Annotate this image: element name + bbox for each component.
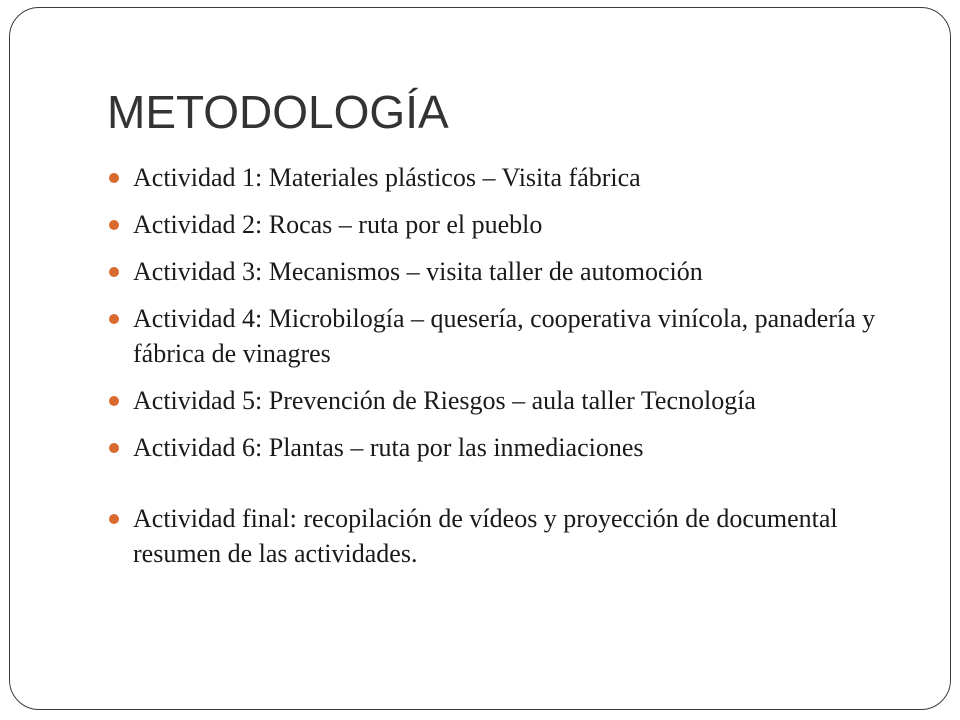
bullet-text: Actividad 4: Microbilogía – quesería, cooperativa vinícola, panadería y fábrica de vinagres <box>133 304 876 368</box>
bullet-item <box>107 501 907 571</box>
bullet-dot-icon <box>109 443 119 453</box>
bullet-dot-icon <box>109 173 119 183</box>
bullet-list <box>107 160 907 583</box>
bullet-text: Actividad final: recopilación de vídeos y proyección de documental resumen de las actividades. <box>133 504 838 568</box>
bullet-text: Actividad 6: Plantas – ruta por las inmediaciones <box>133 433 644 462</box>
bullet-text: Actividad 3: Mecanismos – visita taller de automoción <box>133 257 703 286</box>
bullet-text: Actividad 1: Materiales plásticos – Visita fábrica <box>133 163 641 192</box>
bullet-text: Actividad 5: Prevención de Riesgos – aula taller Tecnología <box>133 386 756 415</box>
bullet-dot-icon <box>109 514 119 524</box>
bullet-dot-icon <box>109 396 119 406</box>
bullet-item <box>107 383 907 418</box>
bullet-item <box>107 301 907 371</box>
bullet-item <box>107 254 907 289</box>
bullet-item <box>107 207 907 242</box>
bullet-dot-icon <box>109 314 119 324</box>
bullet-text: Actividad 2: Rocas – ruta por el pueblo <box>133 210 543 239</box>
bullet-dot-icon <box>109 220 119 230</box>
bullet-item <box>107 160 907 195</box>
bullet-item <box>107 430 907 465</box>
bullet-dot-icon <box>109 267 119 277</box>
slide-title: METODOLOGÍA <box>107 86 449 138</box>
